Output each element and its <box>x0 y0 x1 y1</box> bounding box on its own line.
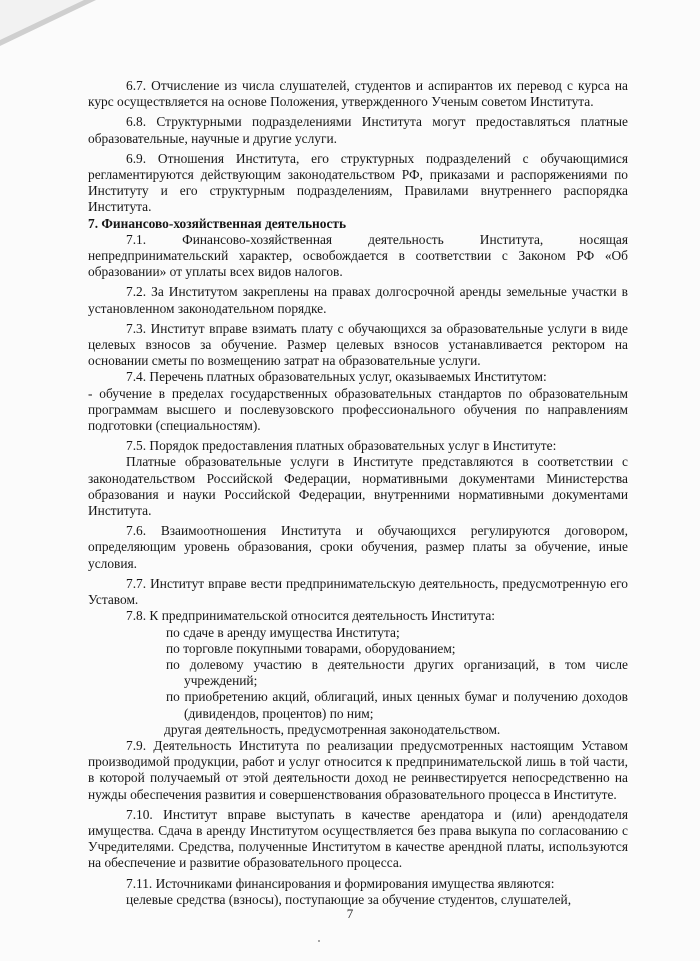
clause-7-8-item: по торговле покупными товарами, оборудованием; <box>166 640 456 656</box>
page-number: 7 <box>346 906 354 921</box>
document-body <box>88 78 628 908</box>
clause-7-7: 7.7. Институт вправе вести предпринимательскую деятельность, предусмотренную его Уставом. <box>88 575 628 608</box>
clause-7-8: 7.8. К предпринимательской относится деятельность Института: <box>126 608 495 624</box>
scan-speck <box>318 940 320 942</box>
clause-7-5: 7.5. Порядок предоставления платных образовательных услуг в Институте: <box>126 438 557 454</box>
clause-7-9: 7.9. Деятельность Института по реализации предусмотренных настоящим Уставом производимой продукции, работ и услуг относится к предпринимательской лишь в той части, в которой получаемый от этой деятельности доход не реинвестируется непосредственно на нужды обеспечения развития и совершенствования образовательного процесса в Институте. <box>88 737 628 802</box>
folded-corner-highlight <box>0 0 84 40</box>
clause-7-4: 7.4. Перечень платных образовательных услуг, оказываемых Институтом: <box>126 369 547 385</box>
clause-7-8-item: другая деятельность, предусмотренная законодательством. <box>164 721 501 737</box>
clause-7-10: 7.10. Институт вправе выступать в качестве арендатора и (или) арендодателя имущества. Сдача в аренду Институтом осуществляется без права выкупа по согласованию с Учредителями. Средства, полученные Институтом в качестве арендной платы, используются на обеспечение и развитие образовательного процесса. <box>88 806 628 871</box>
clause-7-6: 7.6. Взаимоотношения Института и обучающихся регулируются договором, определяющим уровень образования, сроки обучения, размер платы за обучение, иные условия. <box>88 523 628 571</box>
clause-7-11-item: целевые средства (взносы), поступающие за обучение студентов, слушателей, <box>126 891 572 907</box>
clause-6-9: 6.9. Отношения Института, его структурных подразделений с обучающимися регламентируются действующим законодательством РФ, приказами и распоряжениями по Институту и его структурным подразделениям, Правилами внутреннего распорядка Института. <box>88 150 628 215</box>
clause-6-7: 6.7. Отчисление из числа слушателей, студентов и аспирантов их перевод с курса на курс осуществляется на основе Положения, утвержденного Ученым советом Института. <box>88 78 628 110</box>
clause-6-8: 6.8. Структурными подразделениями Института могут предоставляться платные образовательные, научные и другие услуги. <box>88 114 628 146</box>
clause-7-3: 7.3. Институт вправе взимать плату с обучающихся за образовательные услуги в виде целевых взносов за обучение. Размер целевых взносов устанавливается ректором на основании сметы по возмещению затрат на образовательные услуги. <box>88 320 628 369</box>
clause-7-5-text: Платные образовательные услуги в Институте представляются в соответствии с законодательством Российской Федерации, нормативными документами Министерства образования и науки Российской Федерации, внутренними нормативными документами Института. <box>88 454 628 519</box>
clause-7-4-item: - обучение в пределах государственных образовательных стандартов по образовательным программам высшего и послевузовского профессионального обучения по направлениям подготовки (специальностям). <box>88 385 628 434</box>
clause-7-8-item: по сдаче в аренду имущества Института; <box>166 624 400 640</box>
clause-7-2: 7.2. За Институтом закреплены на правах долгосрочной аренды земельные участки в установленном законодательном порядке. <box>88 284 628 316</box>
clause-7-11: 7.11. Источниками финансирования и формирования имущества являются: <box>126 875 555 891</box>
clause-7-1: 7.1. Финансово-хозяйственная деятельность Института, носящая непредпринимательский характер, освобождается в соответствии с Законом РФ «Об образовании» от уплаты всех видов налогов. <box>88 231 628 280</box>
clause-7-8-item: по приобретению акций, облигаций, иных ценных бумаг и получению доходов (дивидендов, процентов) по ним; <box>166 689 628 721</box>
clause-7-8-item: по долевому участию в деятельности других организаций, в том числе учреждений; <box>166 656 628 689</box>
section-heading-7: 7. Финансово-хозяйственная деятельность <box>88 215 347 231</box>
